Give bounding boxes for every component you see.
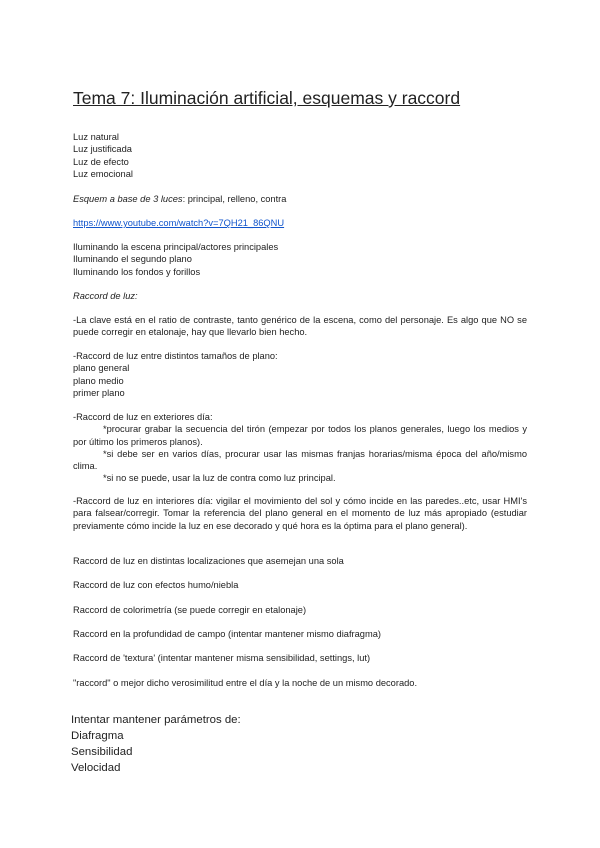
note-4 <box>73 628 527 640</box>
contrast-paragraph <box>73 314 527 339</box>
list-item: Sensibilidad <box>71 746 133 758</box>
shot-sizes-section <box>73 350 527 399</box>
list-item: Iluminando los fondos y forillos <box>73 266 201 277</box>
note-text: Raccord de luz con efectos humo/niebla <box>73 580 239 590</box>
list-item: Iluminando el segundo plano <box>73 254 192 265</box>
raccord-heading: Raccord de luz: <box>73 291 138 301</box>
scheme-label: Esquem a base de 3 luces <box>73 194 183 204</box>
section-heading: -Raccord de luz en exteriores día: <box>73 412 213 422</box>
note-3 <box>73 604 527 616</box>
light-types-list <box>73 131 527 180</box>
page-title: Tema 7: Iluminación artificial, esquemas y raccord <box>73 88 461 108</box>
note-text: "raccord" o mejor dicho verosimilitud entre el día y la noche de un mismo decorado. <box>73 678 418 688</box>
note-6 <box>73 677 527 689</box>
list-item: *si debe ser en varios días, procurar usar las mismas franjas horarias/misma época del año/mismo clima. <box>73 448 527 472</box>
note-text: Raccord de 'textura' (intentar mantener misma sensibilidad, settings, lut) <box>73 653 371 663</box>
section-heading: -Raccord de luz entre distintos tamaños de plano: <box>73 351 278 361</box>
youtube-link[interactable]: https://www.youtube.com/watch?v=7QH21_86QNU <box>73 218 285 228</box>
lighting-list <box>73 241 527 278</box>
note-2 <box>73 579 527 591</box>
video-link-line <box>73 217 527 229</box>
list-item: Diafragma <box>71 730 124 742</box>
list-item: Luz justificada <box>73 144 132 155</box>
list-item: plano medio <box>73 375 124 386</box>
interiors-paragraph <box>73 495 527 532</box>
list-item: Iluminando la escena principal/actores principales <box>73 242 279 252</box>
scheme-line <box>73 193 527 205</box>
paragraph-text: -Raccord de luz en interiores día: vigilar el movimiento del sol y cómo incide en las paredes..etc, usar HMI's para falsear/corregir. Tomar la referencia del plano general en el momento de luz más apropiado (estudiar previamente cómo incide la luz en ese decorado y qué hora es la óptima para el plano general). <box>73 496 527 531</box>
list-item: *si no se puede, usar la luz de contra como luz principal. <box>103 473 336 484</box>
list-item: Luz de efecto <box>73 156 129 167</box>
list-item: plano general <box>73 363 130 374</box>
list-item: Velocidad <box>71 762 121 774</box>
note-1 <box>73 555 527 567</box>
paragraph-text: -La clave está en el ratio de contraste, tanto genérico de la escena, como del personaje. Es algo que NO se puede corregir en etalonaje, hay que llevarlo bien hecho. <box>73 315 527 338</box>
scheme-text: : principal, relleno, contra <box>182 194 287 204</box>
list-item: *procurar grabar la secuencia del tirón (empezar por todos los planos generales, luego los medios y por último los primeros planos). <box>73 424 527 447</box>
raccord-heading-line <box>73 290 527 302</box>
section-heading: Intentar mantener parámetros de: <box>71 714 241 726</box>
list-item: Luz emocional <box>73 168 133 179</box>
note-text: Raccord de colorimetría (se puede corregir en etalonaje) <box>73 605 307 615</box>
note-5 <box>73 652 527 664</box>
exteriors-section <box>73 411 527 485</box>
list-item: primer plano <box>73 387 125 398</box>
note-text: Raccord en la profundidad de campo (intentar mantener mismo diafragma) <box>73 629 381 639</box>
list-item: Luz natural <box>73 132 119 142</box>
parameters-section <box>71 712 241 776</box>
note-text: Raccord de luz en distintas localizaciones que asemejan una sola <box>73 556 344 566</box>
